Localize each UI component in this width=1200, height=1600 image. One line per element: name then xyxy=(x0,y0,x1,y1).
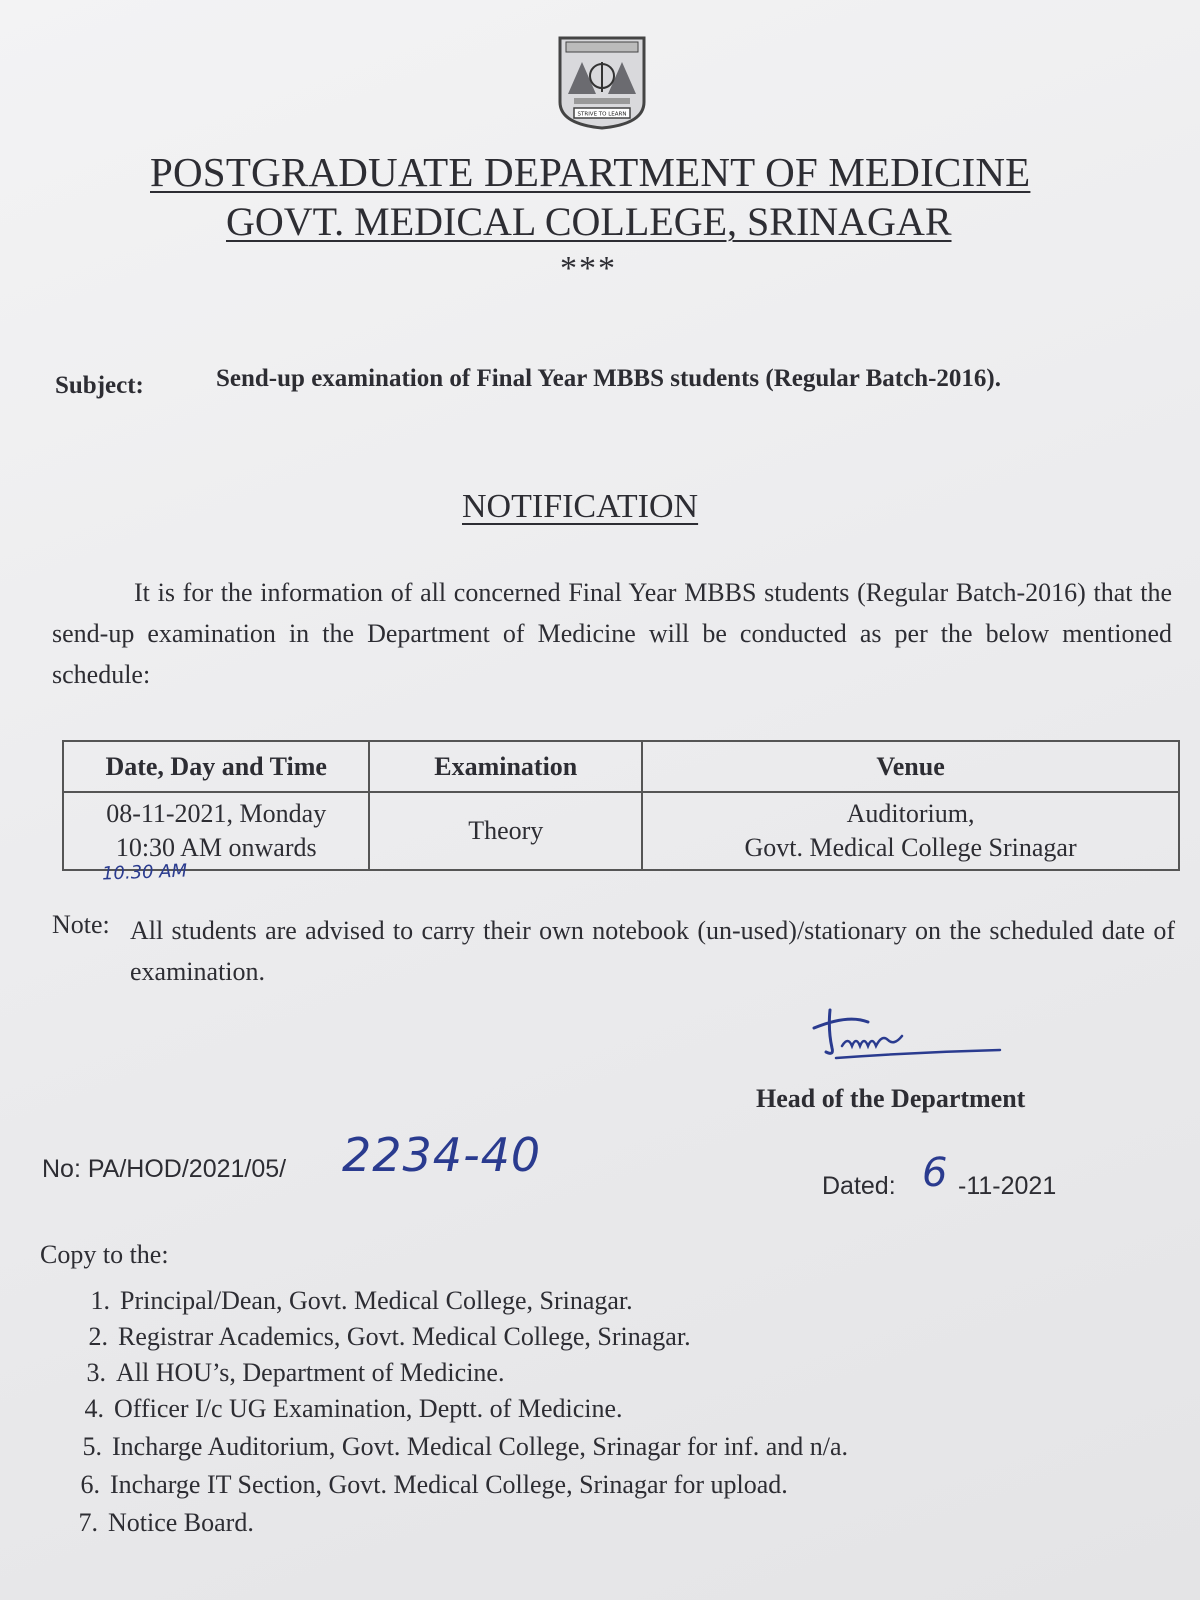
schedule-header-date: Date, Day and Time xyxy=(63,741,369,792)
list-item: 1. Principal/Dean, Govt. Medical College, Srinagar. xyxy=(90,1286,633,1315)
hod-title: Head of the Department xyxy=(756,1084,1026,1113)
emblem-motto: STRIVE TO LEARN xyxy=(577,111,627,118)
subject-text: Send-up examination of Final Year MBBS students (Regular Batch-2016). xyxy=(216,365,1002,392)
handwritten-reference-number: 2234-40 xyxy=(342,1128,542,1182)
notification-title: NOTIFICATION xyxy=(462,488,699,525)
schedule-date-cell xyxy=(63,792,369,870)
schedule-exam-cell: Theory xyxy=(369,792,642,870)
schedule-header-venue: Venue xyxy=(642,741,1179,792)
dated-rest: -11-2021 xyxy=(958,1172,1057,1200)
college-title: GOVT. MEDICAL COLLEGE, SRINAGAR xyxy=(226,199,952,244)
schedule-date: 08-11-2021, Monday xyxy=(106,799,327,828)
list-item: 6. Incharge IT Section, Govt. Medical College, Srinagar for upload. xyxy=(80,1470,788,1499)
schedule-header-exam: Examination xyxy=(369,741,642,792)
schedule-venue-cell xyxy=(642,792,1179,870)
note-text: All students are advised to carry their own notebook (un-used)/stationary on the scheduled date of examination. xyxy=(130,916,1175,986)
copy-to-heading: Copy to the: xyxy=(40,1240,169,1269)
reference-number-prefix: No: PA/HOD/2021/05/ xyxy=(42,1155,287,1183)
handwritten-date-day: 6 xyxy=(922,1150,948,1196)
list-item: 7. Notice Board. xyxy=(78,1508,254,1537)
schedule-header-row xyxy=(63,741,1179,792)
list-item: 2. Registrar Academics, Govt. Medical College, Srinagar. xyxy=(88,1322,691,1351)
schedule-table xyxy=(62,740,1180,871)
subject-label: Subject: xyxy=(55,372,144,399)
body-paragraph: It is for the information of all concerned Final Year MBBS students (Regular Batch-2016) that the send-up examination in the Department of Medicine will be conducted as per the below mentioned schedule: xyxy=(52,578,1172,689)
department-title: POSTGRADUATE DEPARTMENT OF MEDICINE xyxy=(150,149,1031,195)
schedule-venue-line1: Auditorium, xyxy=(846,799,975,828)
list-item: 4. Officer I/c UG Examination, Deptt. of Medicine. xyxy=(84,1394,623,1423)
note-label: Note: xyxy=(52,910,110,939)
dated-label: Dated: xyxy=(822,1172,896,1200)
college-emblem-icon xyxy=(552,32,652,132)
list-item: 5. Incharge Auditorium, Govt. Medical College, Srinagar for inf. and n/a. xyxy=(82,1432,848,1461)
list-item: 3. All HOU’s, Department of Medicine. xyxy=(86,1358,505,1387)
schedule-time: 10:30 AM onwards xyxy=(115,833,317,862)
header-divider: *** xyxy=(560,250,617,287)
hod-signature xyxy=(808,1000,1023,1075)
handwritten-time-correction: 10.30 AM xyxy=(101,860,188,885)
schedule-venue-line2: Govt. Medical College Srinagar xyxy=(744,833,1077,862)
table-row xyxy=(63,792,1179,870)
